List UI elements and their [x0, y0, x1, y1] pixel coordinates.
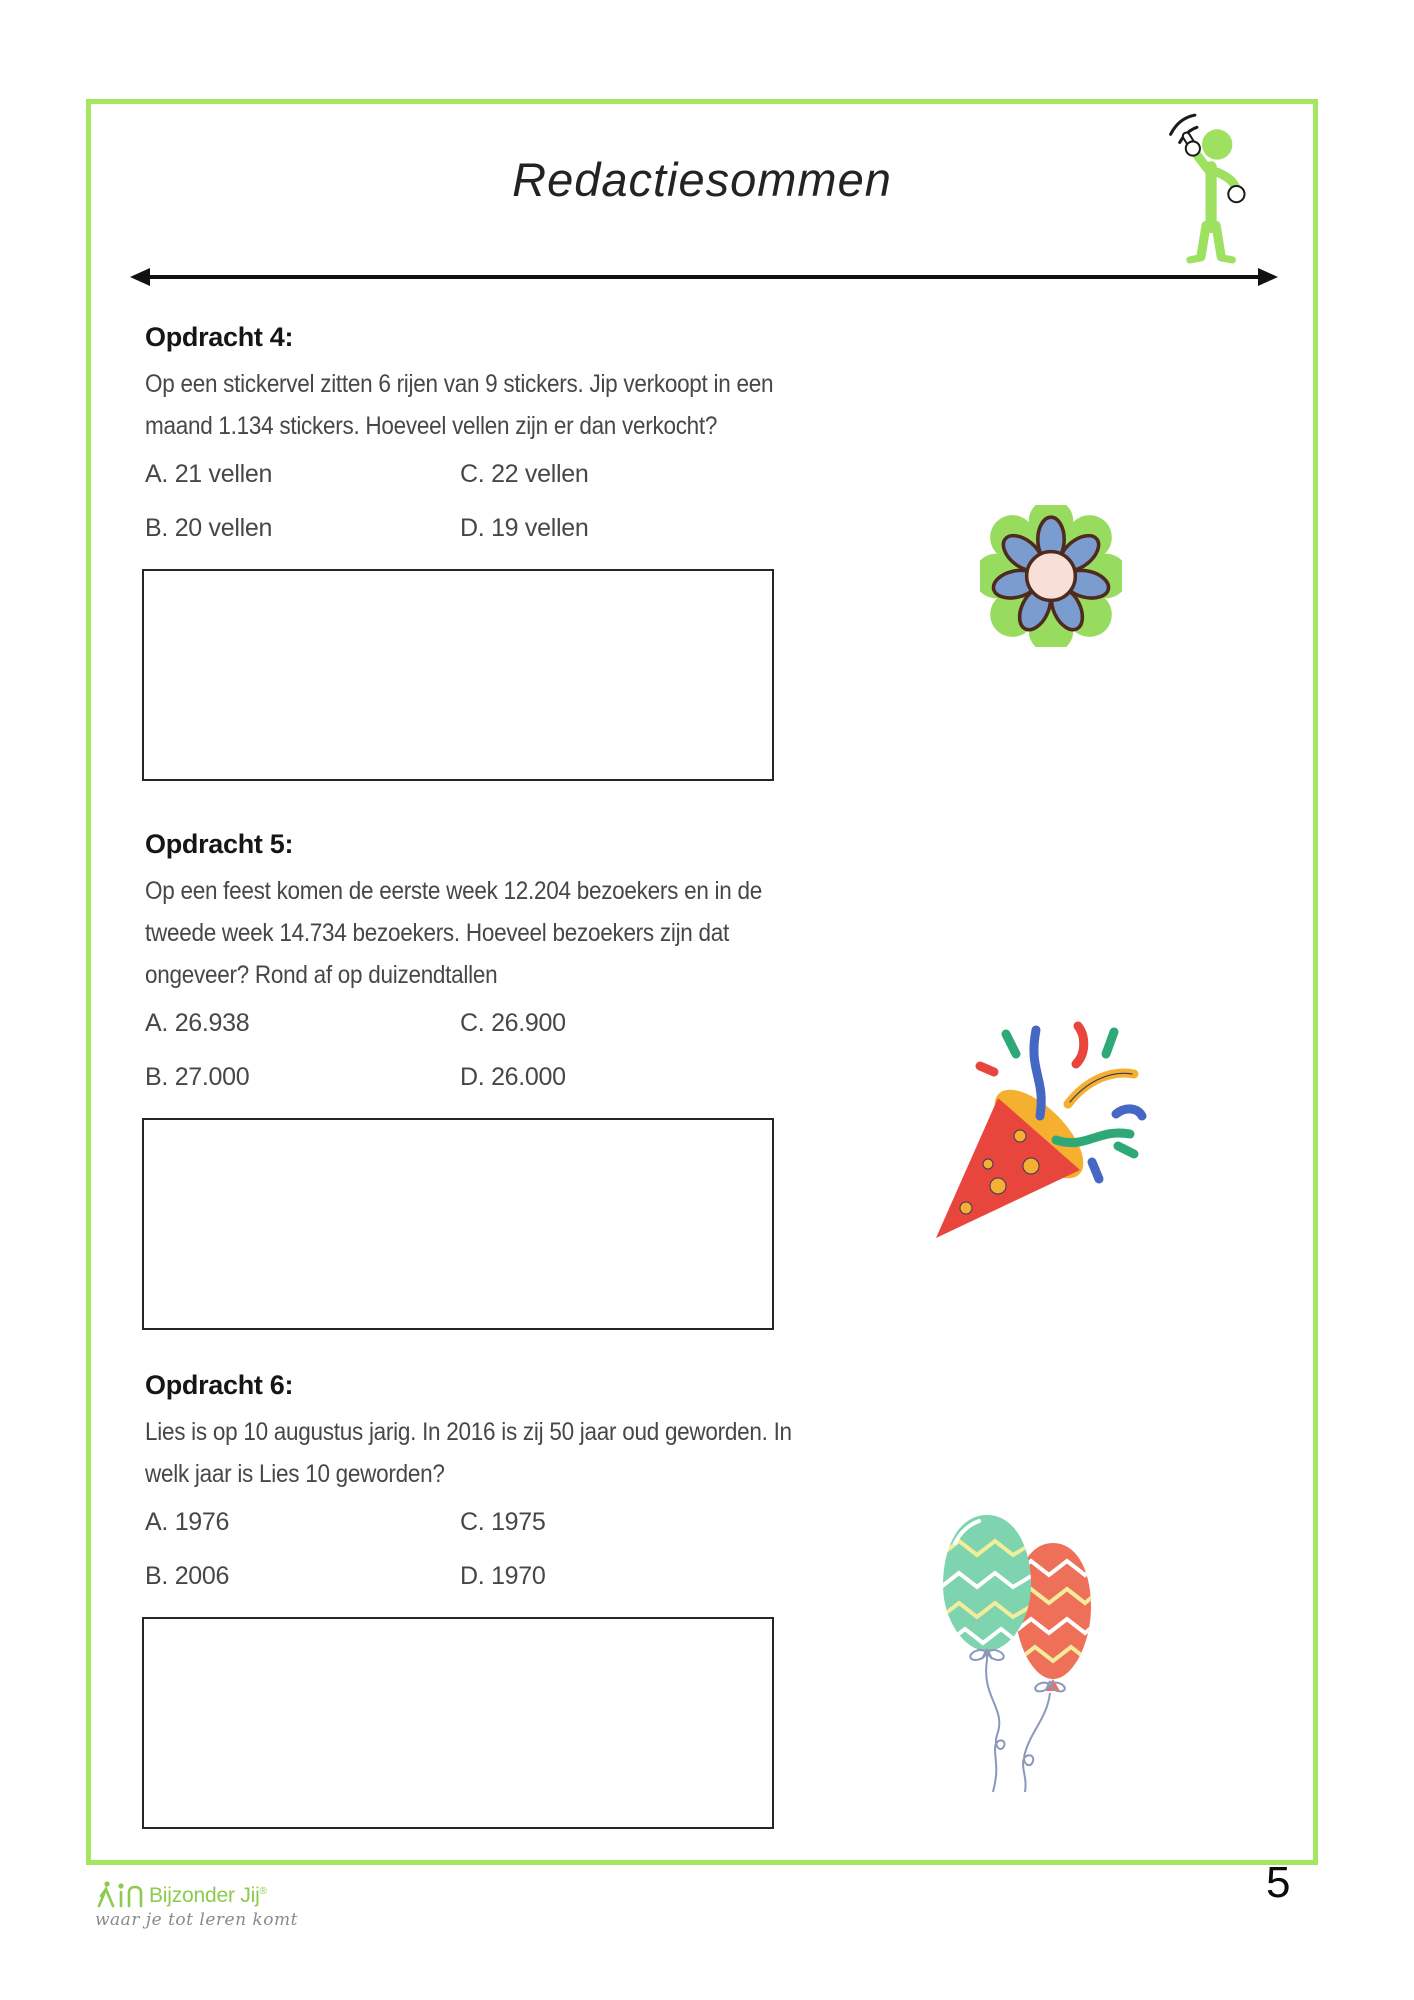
option-label: C.	[460, 1009, 485, 1037]
option-label: D.	[460, 514, 485, 542]
exercise-question	[145, 1411, 883, 1495]
options-grid	[145, 459, 965, 543]
option-value: 20 vellen	[174, 514, 273, 542]
option-c	[460, 459, 965, 489]
option-b	[145, 513, 460, 543]
option-label: A.	[145, 1009, 169, 1037]
option-d	[460, 1062, 965, 1092]
question-line: Lies is op 10 augustus jarig. In 2016 is zij 50 jaar oud geworden. In	[145, 1418, 792, 1446]
option-value: 27.000	[174, 1063, 250, 1091]
option-a	[145, 1507, 460, 1537]
page-number: 5	[1266, 1858, 1291, 1907]
option-label: C.	[460, 460, 485, 488]
divider-arrow	[128, 264, 1280, 290]
option-label: A.	[145, 460, 169, 488]
option-value: 1975	[491, 1508, 546, 1536]
option-label: A.	[145, 1508, 169, 1536]
option-b	[145, 1062, 460, 1092]
option-value: 2006	[174, 1562, 230, 1590]
option-d	[460, 1561, 965, 1591]
option-value: 22 vellen	[491, 460, 589, 488]
answer-box	[142, 1118, 774, 1330]
option-value: 26.938	[174, 1009, 250, 1037]
exercise-opdracht-5	[145, 827, 965, 1330]
option-a	[145, 1008, 460, 1038]
party-popper-icon	[928, 1016, 1150, 1254]
question-line: Op een feest komen de eerste week 12.204 bezoekers en in de	[145, 877, 762, 905]
exercise-heading: Opdracht 5:	[145, 829, 294, 859]
option-label: B.	[145, 1063, 169, 1091]
option-label: D.	[460, 1562, 485, 1590]
bijzonder-jij-figures-icon	[95, 1880, 143, 1908]
exercise-question	[145, 363, 883, 447]
options-grid	[145, 1008, 965, 1092]
option-value: 26.000	[491, 1063, 566, 1091]
brand-name: Bijzonder Jij®	[149, 1884, 267, 1907]
exercise-opdracht-6	[145, 1368, 965, 1829]
options-grid	[145, 1507, 965, 1591]
exercise-opdracht-4	[145, 320, 965, 781]
option-value: 19 vellen	[491, 514, 589, 542]
option-c	[460, 1507, 965, 1537]
exercise-heading: Opdracht 4:	[145, 322, 294, 352]
option-label: B.	[145, 1562, 169, 1590]
option-value: 26.900	[491, 1009, 566, 1037]
option-c	[460, 1008, 965, 1038]
option-a	[145, 459, 460, 489]
option-d	[460, 513, 965, 543]
answer-box	[142, 569, 774, 781]
option-label: C.	[460, 1508, 485, 1536]
balloons-icon	[935, 1503, 1107, 1795]
exercise-heading: Opdracht 6:	[145, 1370, 294, 1400]
page-title: Redactiesommen	[512, 153, 892, 206]
option-value: 1970	[491, 1562, 546, 1590]
brand-tagline: waar je tot leren komt	[95, 1910, 298, 1930]
question-line: Op een stickervel zitten 6 rijen van 9 stickers. Jip verkoopt in een	[145, 370, 774, 398]
answer-box	[142, 1617, 774, 1829]
option-label: D.	[460, 1063, 485, 1091]
question-line: ongeveer? Rond af op duizendtallen	[145, 961, 498, 989]
option-b	[145, 1561, 460, 1591]
footer-brand-logo	[95, 1880, 298, 1930]
registered-mark: ®	[259, 1886, 267, 1897]
exercise-question	[145, 870, 883, 996]
option-value: 1976	[174, 1508, 230, 1536]
flower-sticker-icon	[980, 505, 1122, 647]
question-line: welk jaar is Lies 10 geworden?	[145, 1460, 445, 1488]
option-value: 21 vellen	[174, 460, 273, 488]
question-line: tweede week 14.734 bezoekers. Hoeveel bezoekers zijn dat	[145, 919, 730, 947]
option-label: B.	[145, 514, 169, 542]
question-line: maand 1.134 stickers. Hoeveel vellen zijn er dan verkocht?	[145, 412, 718, 440]
